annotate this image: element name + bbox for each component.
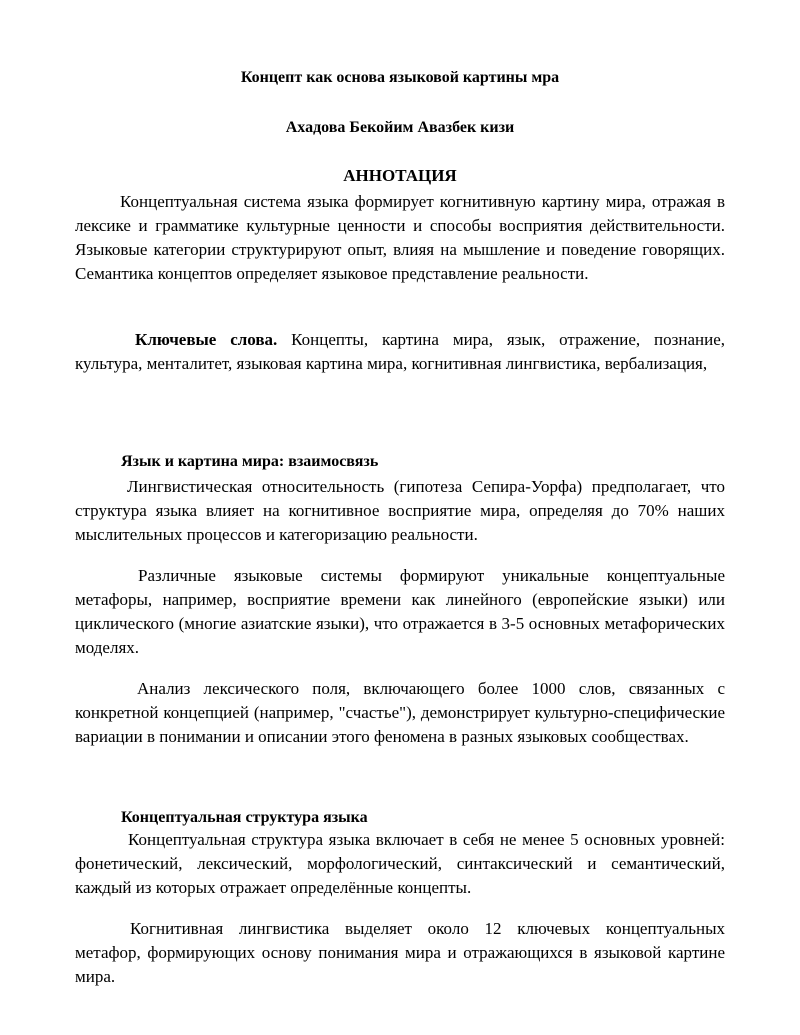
section-heading-conceptual-structure: Концептуальная структура языка	[121, 809, 368, 826]
section2-paragraph-2: Когнитивная лингвистика выделяет около 12 ключевых концептуальных метафор, формирующих основу понимания мира и отражающихся в языковой картине мира.	[75, 919, 725, 986]
author-name: Ахадова Бекойим Авазбек кизи	[285, 119, 515, 136]
keywords-text: Концепты, картина мира, язык, отражение, познание, культура, менталитет, языковая картина мира, когнитивная лингвистика, вербализация,	[75, 330, 725, 373]
page-title: Концепт как основа языковой картины мра	[240, 69, 560, 86]
keywords-paragraph	[75, 328, 725, 376]
section2-paragraph-1: Концептуальная структура языка включает в себя не менее 5 основных уровней: фонетический, лексический, морфологический, синтаксический и семантический, каждый из которых отражает определённые концепты.	[75, 830, 725, 897]
keywords-label: Ключевые слова.	[135, 330, 278, 349]
abstract-paragraph: Концептуальная система языка формирует когнитивную картину мира, отражая в лексике и грамматике культурные ценности и способы восприятия действительности. Языковые категории структурируют опыт, влияя на мышление и поведение говорящих. Семантика концептов определяет языковое представление реальности.	[75, 192, 725, 283]
abstract-heading: АННОТАЦИЯ	[343, 166, 457, 185]
section1-paragraph-2: Различные языковые системы формируют уникальные концептуальные метафоры, например, восприятие времени как линейного (европейские языки) или циклического (многие азиатские языки), что отражается в 3-5 основных метафорических моделях.	[75, 566, 725, 657]
section1-paragraph-1: Лингвистическая относительность (гипотеза Сепира-Уорфа) предполагает, что структура языка влияет на когнитивное восприятие мира, определяя до 70% наших мыслительных процессов и категоризацию реальности.	[75, 477, 725, 544]
section1-paragraph-3: Анализ лексического поля, включающего более 1000 слов, связанных с конкретной концепцией (например, "счастье"), демонстрирует культурно-специфические вариации в понимании и описании этого феномена в разных языковых сообществах.	[75, 679, 725, 746]
section-heading-language-worldview: Язык и картина мира: взаимосвязь	[121, 453, 379, 470]
